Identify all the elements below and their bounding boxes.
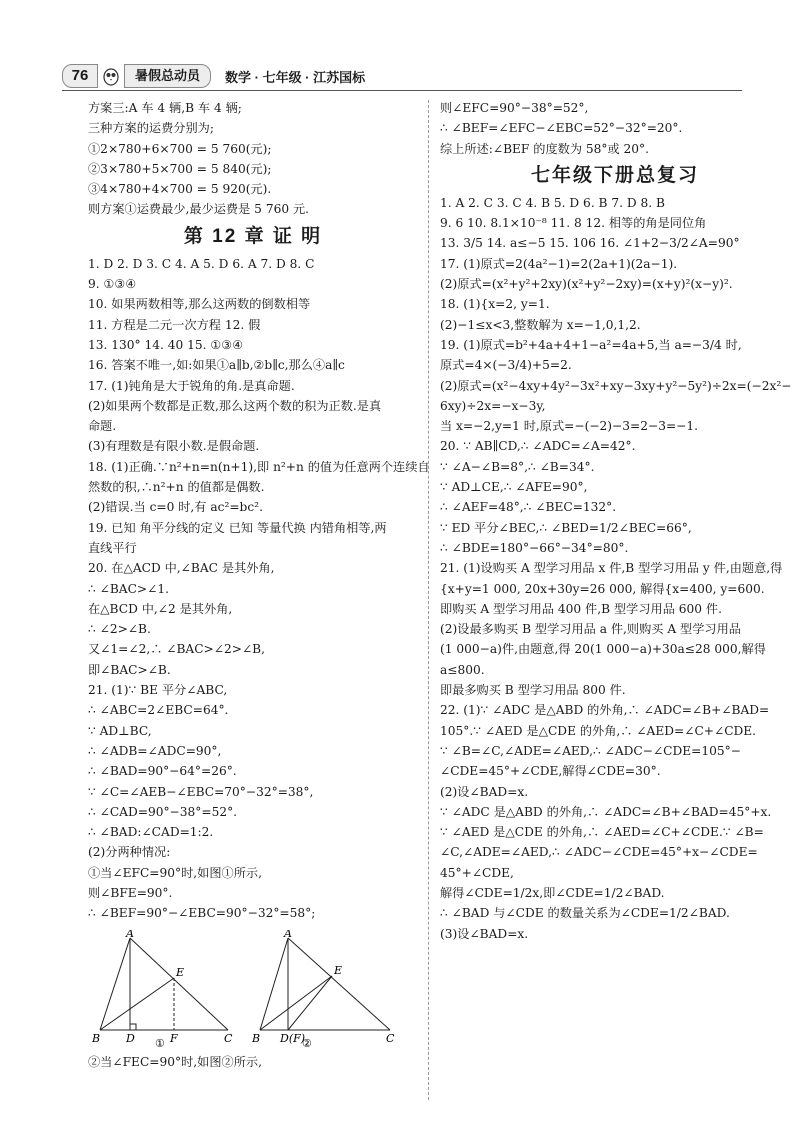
text-line: ②当∠FEC=90°时,如图②所示, [88, 1054, 262, 1069]
answer-line: 19. 已知 角平分线的定义 已知 等量代换 内错角相等,两 [88, 520, 387, 535]
answer-line: (3)设∠BAD=x. [440, 926, 529, 941]
answer-line: ∵ ∠A−∠B=8°,∴ ∠B=34°. [440, 459, 595, 474]
text-line: 三种方案的运费分别为; [88, 121, 214, 136]
answer-line: 1. A 2. C 3. C 4. B 5. D 6. B 7. D 8. B [440, 195, 665, 210]
answer-line: 然数的积,∴n²+n 的值都是偶数. [88, 480, 265, 495]
answer-line: 解得∠CDE=1/2x,即∠CDE=1/2∠BAD. [440, 885, 665, 900]
answer-line: ∴ ∠ABC=2∠EBC=64°. [88, 703, 229, 718]
answer-line: (2)原式=(x²−4xy+4y²−3x²+xy−3xy+y²−5y²)÷2x=(−2x²− [440, 378, 792, 393]
fig2-label-E: E [334, 963, 343, 977]
answer-line: ∵ ∠B=∠C,∠ADE=∠AED,∴ ∠ADC−∠CDE=105°− [440, 743, 741, 758]
fig2-label-D: D(F) [280, 1031, 306, 1045]
left-column [88, 98, 430, 1072]
answer-line: ∴ ∠BAC>∠1. [88, 581, 169, 596]
answer-line: ∠CDE=45°+∠CDE,解得∠CDE=30°. [440, 764, 661, 779]
answer-line: 17. (1)钝角是大于锐角的角.是真命题. [88, 378, 295, 393]
answer-line: ∠C,∠ADE=∠AED,∴ ∠ADC−∠CDE=45°+x−∠CDE= [440, 845, 758, 860]
answer-line: ∵ AD⊥BC, [88, 723, 152, 738]
answer-line: (1 000−a)件,由题意,得 20(1 000−a)+30a≤28 000,解得 [440, 642, 766, 657]
page-number: 76 [62, 64, 98, 88]
answer-line: 13. 130° 14. 40 15. ①③④ [88, 337, 244, 352]
answer-line: ∵ ∠C=∠AEB−∠EBC=70°−32°=38°, [88, 784, 314, 799]
answer-line: 17. (1)原式=2(4a²−1)=2(2a+1)(2a−1). [440, 256, 678, 271]
answer-line: ∴ ∠ADB=∠ADC=90°, [88, 743, 222, 758]
answer-line: a≤800. [440, 662, 485, 677]
answer-line: 45°+∠CDE, [440, 865, 514, 880]
answer-line: (2)设最多购买 B 型学习用品 a 件,则购买 A 型学习用品 [440, 622, 741, 637]
right-column [440, 98, 790, 944]
answer-line: 则∠BFE=90°. [88, 885, 173, 900]
answer-line: 命题. [88, 419, 117, 434]
header-rule [62, 90, 742, 91]
fig1-label-C: C [224, 1031, 233, 1045]
answer-line: 21. (1)∵ BE 平分∠ABC, [88, 683, 228, 698]
answer-line: (2)分两种情况: [88, 845, 171, 860]
answer-line: 即最多购买 B 型学习用品 800 件. [440, 683, 626, 698]
answer-line: (2)−1≤x<3,整数解为 x=−1,0,1,2. [440, 317, 641, 332]
answer-line: 9. 6 10. 8.1×10⁻⁸ 11. 8 12. 相等的角是同位角 [440, 216, 707, 231]
series-title: 暑假总动员 [124, 64, 211, 88]
answer-line: (2)错误.当 c=0 时,有 ac²=bc². [88, 500, 263, 515]
answer-line: ∴ ∠BDE=180°−66°−34°=80°. [440, 540, 629, 555]
answer-line: 105°.∵ ∠AED 是△CDE 的外角,∴ ∠AED=∠C+∠CDE. [440, 723, 757, 738]
answer-line: 10. 如果两数相等,那么这两数的倒数相等 [88, 297, 311, 312]
answer-line: (2)原式=(x²+y²+2xy)(x²+y²−2xy)=(x+y)²(x−y)². [440, 277, 733, 292]
figure-2 [250, 930, 400, 1048]
fig1-label-B: B [92, 1031, 101, 1045]
answer-line: 21. (1)设购买 A 型学习用品 x 件,B 型学习用品 y 件,由题意,得 [440, 561, 783, 576]
text-line: 综上所述:∠BEF 的度数为 58°或 20°. [440, 141, 650, 156]
text-line: 则∠EFC=90°−38°=52°, [440, 101, 589, 115]
column-divider [428, 100, 429, 1100]
answer-line: 1. D 2. D 3. C 4. A 5. D 6. A 7. D 8. C [88, 256, 315, 271]
fig1-label-F: F [170, 1031, 178, 1045]
answer-line: 又∠1=∠2,∴ ∠BAC>∠2>∠B, [88, 642, 265, 657]
fig2-label-C: C [386, 1031, 395, 1045]
answer-line: ∵ AD⊥CE,∴ ∠AFE=90°, [440, 480, 588, 495]
answer-line: ∴ ∠BAD:∠CAD=1:2. [88, 825, 214, 840]
answer-line: 当 x=−2,y=1 时,原式=−(−2)−3=2−3=−1. [440, 419, 698, 434]
answer-line: 18. (1)正确.∵n²+n=n(n+1),即 n²+n 的值为任意两个连续自 [88, 459, 430, 474]
answer-line: ∴ ∠2>∠B. [88, 622, 151, 637]
answer-line: 16. 答案不唯一,如:如果①a∥b,②b∥c,那么④a∥c [88, 358, 345, 373]
fig1-label-E: E [176, 965, 185, 979]
chapter-title: 第 12 章 证 明 [183, 225, 323, 247]
text-line: ∴ ∠BEF=∠EFC−∠EBC=52°−32°=20°. [440, 121, 683, 136]
page-header [62, 64, 365, 88]
answer-line: 6xy)÷2x=−x−3y, [440, 398, 546, 413]
answer-line: 11. 方程是二元一次方程 12. 假 [88, 317, 261, 332]
answer-line: 20. 在△ACD 中,∠BAC 是其外角, [88, 561, 275, 576]
answer-line: 原式=4×(−3/4)+5=2. [440, 358, 572, 373]
fig2-label-B: B [252, 1031, 261, 1045]
answer-line: 22. (1)∵ ∠ADC 是△ABD 的外角,∴ ∠ADC=∠B+∠BAD= [440, 703, 770, 718]
text-line: ②3×780+5×700 = 5 840(元); [88, 161, 272, 176]
fig1-caption: ① [155, 1036, 165, 1048]
answer-line: 19. (1)原式=b²+4a+4+1−a²=4a+5,当 a=−3/4 时, [440, 337, 742, 352]
fig2-caption: ② [302, 1036, 312, 1048]
answer-line: {x+y=1 000, 20x+30y=26 000, 解得{x=400, y=600. [440, 581, 765, 596]
text-line: ①2×780+6×700 = 5 760(元); [88, 141, 272, 156]
figure-1 [88, 930, 238, 1048]
answer-line: 9. ①③④ [88, 277, 137, 292]
answer-line: (2)如果两个数都是正数,那么这两个数的积为正数.是真 [88, 398, 382, 413]
answer-line: ∴ ∠CAD=90°−38°=52°. [88, 804, 238, 819]
fig1-label-A: A [126, 929, 134, 940]
answer-line: ∴ ∠AEF=48°,∴ ∠BEC=132°. [440, 500, 617, 515]
text-line: 方案三:A 车 4 辆,B 车 4 辆; [88, 101, 242, 115]
answer-line: 18. (1){x=2, y=1. [440, 297, 550, 312]
answer-line: 13. 3/5 14. a≤−5 15. 106 16. ∠1+2−3/2∠A=90° [440, 236, 740, 251]
section-title: 七年级下册总复习 [530, 164, 699, 186]
answer-line: ①当∠EFC=90°时,如图①所示, [88, 865, 262, 880]
fig1-label-D: D [126, 1031, 135, 1045]
fig2-label-A: A [284, 929, 292, 940]
answer-line: 即∠BAC>∠B. [88, 662, 171, 677]
answer-line: ∴ ∠BAD 与∠CDE 的数量关系为∠CDE=1/2∠BAD. [440, 906, 730, 921]
answer-line: 20. ∵ AB∥CD,∴ ∠ADC=∠A=42°. [440, 439, 636, 454]
text-line: 则方案①运费最少,最少运费是 5 760 元. [88, 202, 310, 217]
answer-line: ∵ ∠AED 是△CDE 的外角,∴ ∠AED=∠C+∠CDE.∵ ∠B= [440, 825, 764, 840]
answer-line: ∵ ∠ADC 是△ABD 的外角,∴ ∠ADC=∠B+∠BAD=45°+x. [440, 804, 772, 819]
answer-line: ∴ ∠BAD=90°−64°=26°. [88, 764, 237, 779]
answer-line: ∴ ∠BEF=90°−∠EBC=90°−32°=58°; [88, 906, 316, 921]
answer-line: ∵ ED 平分∠BEC,∴ ∠BED=1/2∠BEC=66°, [440, 520, 692, 535]
subject-label: 数学 · 七年级 · 江苏国标 [225, 69, 366, 85]
answer-line: (3)有理数是有限小数.是假命题. [88, 439, 260, 454]
text-line: ③4×780+4×700 = 5 920(元). [88, 182, 272, 197]
answer-line: 在△BCD 中,∠2 是其外角, [88, 601, 233, 616]
answer-line: (2)设∠BAD=x. [440, 784, 529, 799]
answer-line: 直线平行 [88, 540, 137, 555]
owl-mascot-icon [100, 65, 122, 87]
answer-line: 即购买 A 型学习用品 400 件,B 型学习用品 600 件. [440, 601, 722, 616]
figures [82, 930, 418, 1050]
